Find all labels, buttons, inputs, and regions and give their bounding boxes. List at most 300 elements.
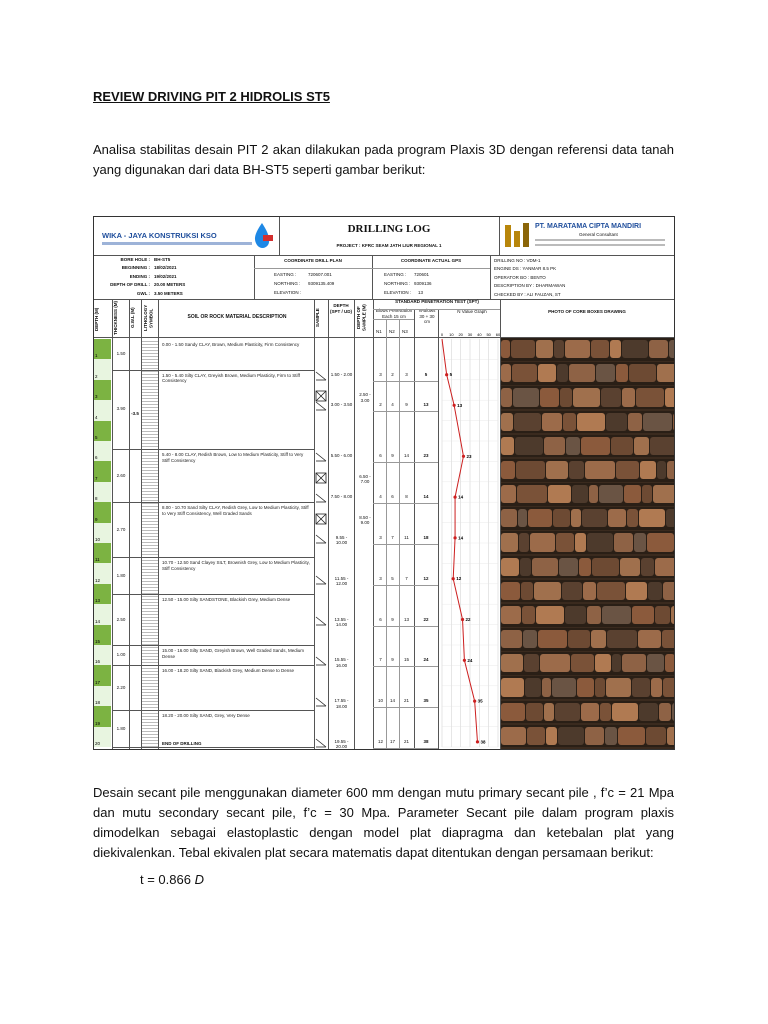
meta-line: DRILLING NO : VDM-1 [494, 258, 541, 263]
core-piece [519, 533, 529, 551]
actual-gps-header: COORDINATE ACTUAL GPS [400, 258, 462, 263]
core-row [501, 386, 674, 409]
core-piece [501, 340, 510, 358]
right-logo-block [499, 217, 674, 255]
meta-line: OPERATOR BO : BENTO [494, 274, 546, 280]
layer-thickness: 1.00 [116, 652, 126, 658]
layer-boundary [112, 645, 314, 646]
spt-n1: 12 [377, 738, 383, 744]
n-value-point-label: 23 [466, 453, 472, 459]
core-piece [669, 340, 674, 358]
depth-tick-label: 18 [95, 700, 101, 706]
spt-row-line [373, 544, 438, 545]
core-piece [501, 630, 522, 648]
layer-thickness: 1.80 [116, 572, 126, 578]
design-paragraph: Desain secant pile menggunakan diameter 600 mm dengan mutu primary secant pile , f’c = 21 Mpa dan mutu secondary secant pile, f’c = 30 Mpa. Parameter Secant pile dalam program plaxis dimodelkan sebagai elastoplastic dengan model plat diapragma dan ketebalan plat yang diekivalenkan. Tebal ekivalen plat secara matematis dapat ditentukan dengan persamaan berikut: [93, 785, 674, 860]
core-piece [662, 630, 674, 648]
core-piece [627, 509, 638, 527]
document-heading: REVIEW DRIVING PIT 2 HIDROLIS ST5 [93, 89, 330, 104]
core-piece [605, 727, 617, 745]
layer-thickness: 1.50 [116, 351, 126, 357]
n-value-point-label: 22 [465, 617, 471, 622]
spt-n-value: 13 [423, 402, 429, 408]
spt-n-value: 5 [424, 371, 428, 377]
graph-tick-label: 20 [458, 332, 463, 337]
core-piece [622, 388, 635, 406]
n-value-point [462, 455, 465, 458]
spt-n2: 9 [391, 453, 394, 459]
spt-n3: 15 [403, 657, 409, 663]
core-piece [546, 727, 557, 745]
layer-thickness: 2.60 [116, 472, 126, 478]
spt-n-value: 22 [423, 616, 429, 622]
core-piece [663, 582, 674, 600]
core-row [501, 628, 674, 651]
core-piece [520, 558, 531, 576]
layer-boundary [112, 710, 314, 711]
core-piece [585, 727, 604, 745]
core-piece [616, 461, 639, 479]
core-piece [639, 509, 665, 527]
n-value-point-label: 24 [467, 657, 473, 663]
core-piece [673, 413, 674, 431]
core-piece [628, 413, 642, 431]
core-piece [536, 340, 553, 358]
core-piece [554, 340, 564, 358]
spt-n-value: 23 [423, 453, 429, 459]
core-piece [665, 654, 674, 672]
ud-sample-icon [315, 389, 327, 401]
left-logo-block [94, 217, 280, 255]
core-piece [632, 606, 654, 624]
spt-n2: 6 [391, 494, 394, 500]
depth-tick-label: 7 [95, 475, 98, 481]
graph-tick-label: 10 [449, 332, 454, 337]
core-piece [632, 678, 650, 696]
layer-thickness: 2.50 [116, 616, 126, 622]
depth-tick-label: 2 [95, 373, 98, 379]
spt-n-value: 35 [423, 698, 429, 704]
project-name: PROJECT : KFRC SEAM JATH LIUR REGIONAL 1 [336, 243, 442, 248]
easting-gps-label: EASTING : [384, 272, 407, 277]
core-piece [562, 582, 582, 600]
spt-n1: 6 [379, 453, 382, 459]
equation-prefix: t = 0.866 [140, 872, 195, 887]
core-piece [563, 413, 576, 431]
core-piece [501, 364, 511, 382]
core-piece [589, 485, 598, 503]
graph-tick-label: 0 [440, 332, 444, 337]
elevation-gps-label: ELEVATION : [384, 290, 412, 295]
core-piece [538, 364, 556, 382]
depth-tick-label: 13 [95, 598, 101, 604]
info-value: 19/02/2021 [154, 273, 177, 279]
core-piece [626, 582, 647, 600]
core-piece [556, 533, 574, 551]
left-company-tagline [102, 242, 252, 245]
depth-tick-label: 6 [95, 455, 98, 461]
easting-plan: 720607.001 [308, 272, 332, 277]
core-piece [536, 606, 564, 624]
core-piece [634, 437, 649, 455]
layer-boundary [112, 747, 314, 748]
core-piece [659, 703, 671, 721]
core-piece [629, 364, 656, 382]
depth-tick-label: 17 [95, 679, 101, 685]
spt-depth-label: 3.00 - 3.50 [330, 402, 353, 408]
depth-tick-label: 9 [95, 516, 98, 522]
spt-n1: 3 [379, 371, 382, 377]
spt-sample-icon [315, 369, 327, 381]
info-label: BORE HOLE : [120, 257, 150, 262]
core-piece [501, 461, 515, 479]
spt-title: STANDARD PENETRATION TEST (SPT) [395, 299, 479, 304]
core-piece [542, 413, 562, 431]
intro-paragraph: Analisa stabilitas desain PIT 2 akan dilakukan pada program Plaxis 3D dengan referensi data tanah yang digunakan dari data BH-ST5 seperti gambar berikut: [93, 142, 674, 177]
core-piece [546, 461, 568, 479]
core-piece [657, 461, 666, 479]
core-piece [671, 606, 674, 624]
layer-description: 8.00 - 10.70 Sand Silty CLAY, Redish Grey, Low to Medium Plasticity, Stiff to Very Stiff Consistency, Well Graded Sands [162, 505, 309, 516]
core-piece [540, 654, 570, 672]
n2-header: N2 [389, 329, 395, 334]
core-piece [587, 533, 613, 551]
depth-tick-label: 11 [95, 557, 100, 563]
n-value-point-label: 35 [477, 698, 483, 704]
core-piece [553, 509, 570, 527]
layer-boundary [112, 502, 314, 503]
core-piece [511, 340, 535, 358]
core-piece [501, 533, 518, 551]
core-piece [569, 461, 584, 479]
core-piece [565, 340, 590, 358]
core-piece [595, 678, 605, 696]
spt-n3: 3 [405, 371, 408, 377]
core-row [501, 701, 674, 724]
layer-thickness: 2.70 [116, 526, 126, 532]
core-piece [573, 388, 600, 406]
core-piece [651, 678, 662, 696]
easting-label: EASTING : [274, 272, 297, 277]
core-piece [616, 364, 628, 382]
core-piece [663, 678, 674, 696]
spt-depth-label: 5.50 - 6.00 [330, 453, 353, 459]
spt-n-value: 24 [423, 657, 429, 663]
spt-n2: 9 [391, 657, 394, 663]
core-piece [560, 388, 572, 406]
core-piece [501, 606, 521, 624]
layer-boundary [112, 594, 314, 595]
info-value: BH-ST5 [154, 257, 171, 262]
core-piece [565, 606, 586, 624]
layer-description: 10.70 - 12.50 Sand Clayey SILT, Brownish Grey, Low to Medium Plasticity, Stiff Consistency [162, 560, 310, 571]
spt-n1: 2 [379, 402, 382, 408]
core-piece [501, 558, 519, 576]
core-piece [672, 703, 674, 721]
spt-n1: 7 [379, 657, 382, 663]
core-piece [648, 582, 662, 600]
core-row [501, 676, 674, 699]
n-value-point [473, 700, 476, 703]
spt-n3: 9 [405, 402, 408, 408]
spt-n2: 5 [391, 575, 394, 581]
sample-column-header: SAMPLE [315, 308, 320, 328]
end-of-drilling: END OF DRILLING [162, 741, 202, 746]
core-piece [622, 340, 648, 358]
core-piece [620, 558, 640, 576]
core-piece [587, 606, 601, 624]
core-piece [555, 703, 580, 721]
spt-depth-column-header: DEPTH (SPT / UD) [330, 303, 352, 314]
core-piece [641, 558, 654, 576]
core-row [501, 459, 674, 482]
core-row [501, 556, 674, 579]
n-value-point [463, 659, 466, 662]
spt-n1: 4 [379, 494, 382, 500]
spt-n1: 10 [377, 698, 383, 704]
core-piece [538, 630, 567, 648]
core-piece [569, 364, 595, 382]
core-piece [540, 388, 559, 406]
core-piece [601, 388, 621, 406]
title-block [279, 217, 500, 255]
core-piece [583, 582, 596, 600]
core-piece [521, 582, 533, 600]
core-piece [606, 678, 631, 696]
spt-depth-label: 19.55 - 20.00 [334, 738, 349, 750]
graph-header: N Value Graph [457, 309, 487, 314]
layer-thickness: 2.20 [116, 684, 126, 690]
core-piece [534, 582, 561, 600]
core-piece [610, 340, 621, 358]
ud-depth-label: 6.50 - 7.00 [359, 473, 371, 485]
spt-n-value: 18 [423, 534, 429, 540]
core-piece [517, 485, 547, 503]
core-piece [636, 388, 664, 406]
spt-sample-icon [315, 573, 327, 585]
core-piece [579, 558, 591, 576]
drilling-log-figure [93, 216, 675, 750]
spt-n-value: 12 [423, 575, 429, 581]
core-row [501, 483, 674, 506]
core-piece [501, 485, 516, 503]
core-piece [608, 509, 626, 527]
depth-scale-bar [94, 337, 112, 749]
core-piece [532, 558, 558, 576]
depth-tick-label: 19 [95, 720, 101, 726]
info-label: BEGINNING : [121, 265, 150, 271]
left-company-name: WIKA - JAYA KONSTRUKSI KSO [102, 231, 217, 240]
n-value-point [476, 740, 479, 743]
core-piece [557, 364, 568, 382]
layer-description: 16.00 - 18.20 Silty SAND, Blackish Grey, Medium Dense to Dense [162, 668, 294, 674]
elevation-label: ELEVATION : [274, 290, 302, 295]
n-value-point-label: 5 [449, 372, 453, 378]
n-value-point [452, 577, 455, 580]
core-depth-column-header: DEPTH OF SAMPLE (M) [356, 304, 367, 332]
gwl-column-header: G.W.L (M) [130, 307, 135, 329]
core-piece [526, 703, 543, 721]
spt-row-line [373, 381, 438, 382]
core-piece [595, 654, 611, 672]
photo-header: PHOTO OF CORE BOXES DRAWING [548, 309, 626, 314]
spt-row-line [373, 462, 438, 463]
core-piece [582, 509, 607, 527]
core-piece [501, 413, 513, 431]
layer-description: 18.20 - 20.00 Silty SAND, Grey, Very Dense [162, 713, 250, 719]
spt-n3: 8 [405, 494, 408, 500]
layer-description: 5.40 - 8.00 CLAY, Redish Brown, Low to Medium Plasticity, Stiff to Very Stiff Consistency [162, 452, 304, 463]
depth-tick-label: 10 [95, 537, 101, 542]
spt-n3: 11 [404, 534, 409, 540]
spt-depth-label: 17.55 - 18.00 [334, 698, 349, 709]
depth-tick-label: 20 [95, 741, 101, 746]
spt-sample-icon [315, 736, 327, 748]
core-piece [527, 727, 545, 745]
core-piece [639, 703, 658, 721]
core-piece [614, 533, 633, 551]
core-row [501, 604, 674, 627]
core-piece [528, 509, 552, 527]
spt-sample-icon [315, 491, 327, 503]
right-company-sub: General Consultant [579, 232, 618, 237]
wika-logo-icon [249, 221, 275, 251]
core-piece [571, 509, 581, 527]
spt-depth-label: 11.55 - 12.00 [334, 575, 349, 587]
northing-gps-label: NORTHING : [384, 281, 411, 286]
depth-tick-label: 4 [95, 414, 98, 420]
core-row [501, 507, 674, 530]
n-value-point-label: 13 [457, 402, 463, 408]
n-blows-header: N-Blows 30 + 30 cm [418, 308, 436, 324]
core-row [501, 411, 674, 434]
layer-boundary [112, 665, 314, 666]
core-piece [544, 437, 565, 455]
spt-n2: 4 [391, 402, 394, 408]
core-piece [611, 437, 633, 455]
core-piece [647, 654, 664, 672]
core-piece [634, 533, 646, 551]
log-title: DRILLING LOG [347, 223, 431, 235]
equation [140, 872, 204, 887]
core-piece [566, 437, 580, 455]
core-piece [591, 340, 609, 358]
spt-n2: 2 [391, 371, 394, 377]
core-piece [606, 413, 627, 431]
core-piece [638, 630, 661, 648]
info-label: ENDING : [129, 273, 150, 279]
core-piece [530, 533, 555, 551]
spt-n1: 3 [379, 534, 382, 540]
core-piece [523, 630, 537, 648]
core-row [501, 580, 674, 603]
spt-sample-icon [315, 614, 327, 626]
lithology-column [142, 339, 158, 749]
core-piece [501, 727, 526, 745]
core-piece [577, 678, 594, 696]
info-value: 20.00 METERS [154, 282, 186, 288]
core-piece [501, 437, 514, 455]
core-piece [512, 364, 537, 382]
core-row [501, 435, 674, 458]
column-header-row [94, 299, 674, 337]
spt-depth-label: 1.50 - 2.00 [330, 371, 353, 377]
core-piece [667, 461, 674, 479]
depth-tick-label: 15 [95, 639, 101, 644]
core-piece [544, 703, 554, 721]
core-piece [501, 388, 512, 406]
spt-sample-icon [315, 532, 327, 544]
core-piece [655, 558, 674, 576]
layer-thickness: 3.90 [116, 406, 126, 412]
spt-sample-icon [315, 450, 327, 462]
ud-depth-label: 8.50 - 9.00 [359, 514, 371, 525]
core-row [501, 362, 674, 385]
spt-n1: 3 [379, 575, 382, 581]
n-value-point-label: 38 [480, 739, 486, 745]
n-value-point-label: 14 [458, 494, 464, 500]
core-piece [522, 606, 535, 624]
spt-sample-icon [315, 695, 327, 707]
core-piece [665, 388, 674, 406]
info-label: DEPTH OF DRILL : [110, 282, 150, 288]
layer-thickness: 1.80 [116, 725, 126, 731]
meta-line: CHECKED BY : ALI FAUZAN, ST [494, 291, 561, 297]
spt-row-line [373, 748, 438, 749]
core-piece [597, 582, 625, 600]
depth-tick-label: 1 [95, 353, 98, 359]
core-piece [501, 582, 520, 600]
blows-header: Blows Penetration Each 15 cm [375, 308, 413, 319]
core-piece [650, 437, 674, 455]
layer-description: 15.00 - 16.00 Silty SAND, Greyish Brown, Well Graded Sands, Medium Dense [162, 648, 304, 659]
spt-row-line [373, 585, 438, 586]
right-address-line [535, 239, 665, 241]
core-row [501, 652, 674, 675]
graph-tick-label: 30 [467, 332, 473, 337]
core-piece [622, 654, 646, 672]
spt-n1: 6 [379, 616, 382, 622]
ud-sample-icon [315, 471, 327, 483]
core-piece [514, 413, 541, 431]
core-row [501, 531, 674, 554]
spt-row-line [373, 626, 438, 627]
n-value-point [453, 496, 456, 499]
depth-tick-label: 3 [95, 394, 98, 400]
spt-n-value: 14 [423, 494, 429, 500]
spt-row-line [373, 707, 438, 708]
right-company-name: PT. MARATAMA CIPTA MANDIRI [535, 223, 642, 230]
n-value-line [442, 339, 477, 742]
core-piece [653, 485, 674, 503]
layer-boundary [112, 449, 314, 450]
core-piece [655, 606, 670, 624]
core-piece [607, 630, 637, 648]
core-piece [592, 558, 619, 576]
spt-n3: 21 [403, 738, 409, 744]
core-row [501, 725, 674, 748]
depth-tick-label: 5 [95, 435, 98, 440]
core-piece [542, 678, 551, 696]
core-piece [524, 654, 539, 672]
core-piece [525, 678, 541, 696]
core-piece [581, 437, 610, 455]
elevation-gps: 13 [418, 290, 424, 295]
graph-tick-label: 50 [486, 332, 491, 337]
core-row [501, 338, 674, 361]
description-column-header: SOIL OR ROCK MATERIAL DESCRIPTION [187, 314, 287, 320]
spt-sample-icon [315, 654, 327, 666]
